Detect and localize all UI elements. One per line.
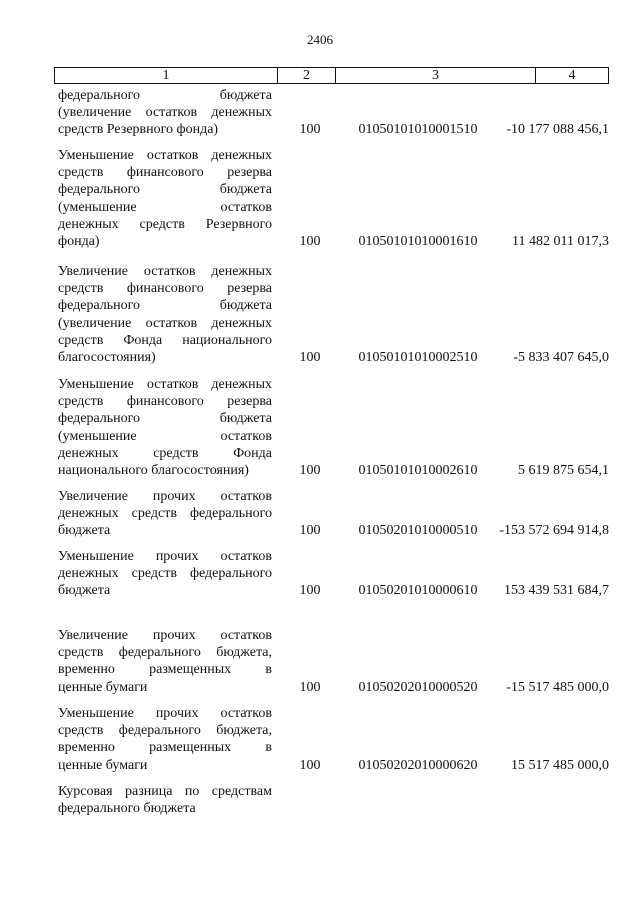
description-line: денежных средств федерального — [58, 566, 272, 582]
description-line: (уменьшение остатков — [58, 428, 272, 444]
description-line: Уменьшение прочих остатков — [58, 549, 272, 564]
row-description — [58, 147, 272, 250]
row-description — [58, 488, 272, 540]
description-line: временно размещенных в — [58, 662, 272, 678]
column-header-4: 4 — [568, 68, 576, 83]
row-column-2: 100 — [299, 757, 321, 773]
description-line: средств финансового резерва — [58, 394, 272, 410]
row-column-2: 100 — [299, 350, 321, 365]
row-amount: -15 517 485 000,0 — [506, 679, 609, 695]
description-line: Уменьшение остатков денежных — [58, 377, 272, 392]
row-budget-code: 01050101010002610 — [358, 463, 478, 478]
row-budget-code: 01050201010000610 — [358, 583, 478, 599]
row-column-2: 100 — [299, 463, 321, 478]
row-column-2: 100 — [299, 122, 321, 138]
row-amount: 11 482 011 017,3 — [512, 234, 609, 249]
row-budget-code: 01050202010000620 — [358, 757, 478, 773]
description-line: средств финансового резерва — [58, 165, 272, 181]
description-line: федерального бюджета — [58, 88, 272, 103]
description-line: средств финансового резерва — [58, 281, 272, 297]
row-budget-code: 01050101010002510 — [358, 350, 478, 365]
description-line: национального благосостояния) — [58, 463, 249, 479]
row-column-2: 100 — [299, 583, 321, 599]
row-amount: 5 619 875 654,1 — [518, 463, 609, 478]
row-amount: 153 439 531 684,7 — [504, 583, 609, 599]
description-line: Увеличение прочих остатков — [58, 489, 272, 504]
description-line: федерального бюджета — [58, 182, 272, 198]
description-line: ценные бумаги — [58, 679, 148, 695]
row-budget-code: 01050201010000510 — [358, 523, 478, 539]
description-line: денежных средств федерального — [58, 506, 272, 522]
row-column-2: 100 — [299, 523, 321, 539]
description-line: федерального бюджета — [58, 411, 272, 427]
description-line: бюджета — [58, 583, 111, 599]
row-description — [58, 263, 272, 366]
description-line: средств Фонда национального — [58, 332, 272, 348]
row-amount: -5 833 407 645,0 — [513, 350, 609, 365]
description-line: Увеличение прочих остатков — [58, 628, 272, 643]
description-line: фонда) — [58, 234, 100, 250]
description-line: благосостояния) — [58, 350, 156, 366]
row-amount: 15 517 485 000,0 — [511, 757, 609, 773]
row-description — [58, 548, 272, 600]
description-line: средств федерального бюджета, — [58, 723, 272, 739]
description-line: федерального бюджета — [58, 298, 272, 314]
column-header-1: 1 — [55, 68, 278, 83]
row-description — [58, 783, 272, 817]
row-column-2: 100 — [299, 679, 321, 695]
description-line: Курсовая разница по средствам — [58, 784, 272, 799]
page-number: 2406 — [307, 32, 333, 47]
table-header — [54, 67, 609, 84]
description-line: (уменьшение остатков — [58, 199, 272, 215]
description-line: денежных средств Фонда — [58, 445, 272, 461]
description-line: (увеличение остатков денежных — [58, 105, 272, 121]
description-line: Уменьшение остатков денежных — [58, 148, 272, 163]
row-description — [58, 705, 272, 774]
description-line: денежных средств Резервного — [58, 216, 272, 232]
column-header-2: 2 — [278, 68, 336, 83]
description-line: средств Резервного фонда) — [58, 122, 219, 138]
row-amount: -10 177 088 456,1 — [506, 122, 609, 138]
row-description — [58, 627, 272, 696]
description-line: федерального бюджета — [58, 801, 196, 817]
description-line: Уменьшение прочих остатков — [58, 706, 272, 721]
row-description — [58, 376, 272, 479]
description-line: Увеличение остатков денежных — [58, 264, 272, 279]
description-line: средств федерального бюджета, — [58, 645, 272, 661]
row-column-2: 100 — [299, 234, 321, 249]
row-budget-code: 01050101010001610 — [358, 234, 478, 249]
column-header-3: 3 — [336, 68, 536, 83]
row-budget-code: 01050202010000520 — [358, 679, 478, 695]
row-amount: -153 572 694 914,8 — [499, 523, 609, 539]
description-line: ценные бумаги — [58, 757, 148, 773]
row-description — [58, 87, 272, 139]
description-line: временно размещенных в — [58, 740, 272, 756]
description-line: (увеличение остатков денежных — [58, 315, 272, 331]
row-budget-code: 01050101010001510 — [358, 122, 478, 138]
description-line: бюджета — [58, 523, 111, 539]
